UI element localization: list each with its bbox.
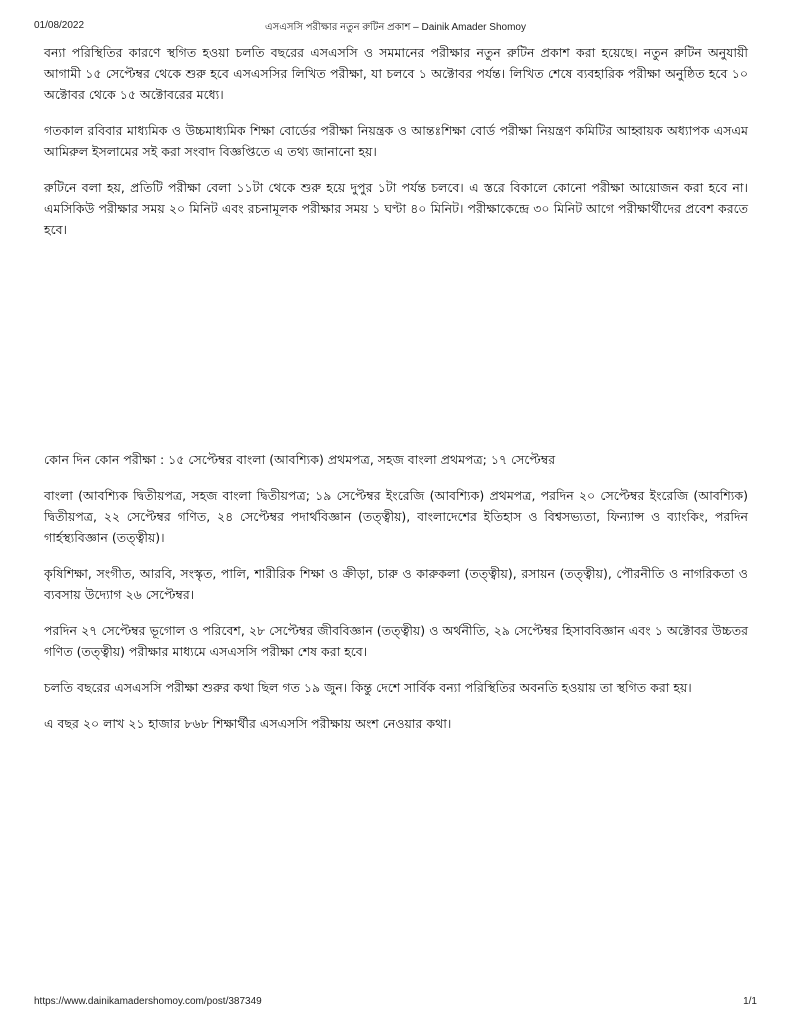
page-title: এসএসসি পরীক্ষার নতুন রুটিন প্রকাশ – Dainik Amader Shomoy — [265, 22, 526, 33]
source-url[interactable]: https://www.dainikamadershomoy.com/post/387349 — [34, 996, 262, 1007]
article-paragraph: বাংলা (আবশ্যিক দ্বিতীয়পত্র, সহজ বাংলা দ্বিতীয়পত্র; ১৯ সেপ্টেম্বর ইংরেজি (আবশ্যিক) প্রথমপত্র, পরদিন ২০ সেপ্টেম্বর ইংরেজি (আবশ্যিক) দ্বিতীয়পত্র, ২২ সেপ্টেম্বর গণিত, ২৪ সেপ্টেম্বর পদার্থবিজ্ঞান (তত্ত্বীয়), বাংলাদেশের ইতিহাস ও বিশ্বসভ্যতা, ফিন্যান্স ও ব্যাংকিং, পরদিন গার্হস্থ্যবিজ্ঞান (তত্ত্বীয়)। — [44, 488, 748, 545]
article-paragraph: এ বছর ২০ লাখ ২১ হাজার ৮৬৮ শিক্ষার্থীর এসএসসি পরীক্ষায় অংশ নেওয়ার কথা। — [44, 716, 452, 731]
article-paragraph: রুটিনে বলা হয়, প্রতিটি পরীক্ষা বেলা ১১টা থেকে শুরু হয়ে দুপুর ১টা পর্যন্ত চলবে। এ স্তরে বিকালে কোনো পরীক্ষা আয়োজন করা হবে না। এমসিকিউ পরীক্ষার সময় ২০ মিনিট এবং রচনামূলক পরীক্ষার সময় ১ ঘণ্টা ৪০ মিনিট। পরীক্ষাকেন্দ্রে ৩০ মিনিট আগে পরীক্ষার্থীদের প্রবেশ করতে হবে। — [44, 180, 748, 237]
article-paragraph: চলতি বছরের এসএসসি পরীক্ষা শুরুর কথা ছিল গত ১৯ জুন। কিন্তু দেশে সার্বিক বন্যা পরিস্থিতির অবনতি হওয়ায় তা স্থগিত করা হয়। — [44, 680, 692, 695]
article-body-bottom — [44, 449, 748, 749]
page-number: 1/1 — [743, 996, 757, 1007]
article-paragraph: পরদিন ২৭ সেপ্টেম্বর ভূগোল ও পরিবেশ, ২৮ সেপ্টেম্বর জীববিজ্ঞান (তত্ত্বীয়) ও অর্থনীতি, ২৯ সেপ্টেম্বর হিসাববিজ্ঞান এবং ১ অক্টোবর উচ্চতর গণিত (তত্ত্বীয়) পরীক্ষার মাধ্যমে এসএসসি পরীক্ষা শেষ করা হবে। — [44, 623, 748, 659]
article-paragraph: বন্যা পরিস্থিতির কারণে স্থগিত হওয়া চলতি বছরের এসএসসি ও সমমানের পরীক্ষার নতুন রুটিন প্রকাশ করা হয়েছে। নতুন রুটিন অনুযায়ী আগামী ১৫ সেপ্টেম্বর থেকে শুরু হবে এসএসসির লিখিত পরীক্ষা, যা চলবে ১ অক্টোবর পর্যন্ত। লিখিত শেষে ব্যবহারিক পরীক্ষা অনুষ্ঠিত হবে ১০ অক্টোবর থেকে ১৫ অক্টোবরের মধ্যে। — [44, 45, 748, 102]
article-paragraph: গতকাল রবিবার মাধ্যমিক ও উচ্চমাধ্যমিক শিক্ষা বোর্ডের পরীক্ষা নিয়ন্ত্রক ও আন্তঃশিক্ষা বোর্ড পরীক্ষা নিয়ন্ত্রণ কমিটির আহ্বায়ক অধ্যাপক এসএম আমিরুল ইসলামের সই করা সংবাদ বিজ্ঞপ্তিতে এ তথ্য জানানো হয়। — [44, 123, 748, 159]
print-header — [34, 20, 757, 34]
article-body-top — [44, 42, 748, 255]
print-footer — [34, 996, 757, 1010]
exam-schedule-heading: কোন দিন কোন পরীক্ষা : ১৫ সেপ্টেম্বর বাংলা (আবশ্যিক) প্রথমপত্র, সহজ বাংলা প্রথমপত্র; ১৭ সেপ্টেম্বর — [44, 452, 556, 467]
article-paragraph: কৃষিশিক্ষা, সংগীত, আরবি, সংস্কৃত, পালি, শারীরিক শিক্ষা ও ক্রীড়া, চারু ও কারুকলা (তত্ত্বীয়), রসায়ন (তত্ত্বীয়), পৌরনীতি ও নাগরিকতা ও ব্যবসায় উদ্যোগ ২৬ সেপ্টেম্বর। — [44, 566, 748, 602]
print-date: 01/08/2022 — [34, 20, 85, 31]
